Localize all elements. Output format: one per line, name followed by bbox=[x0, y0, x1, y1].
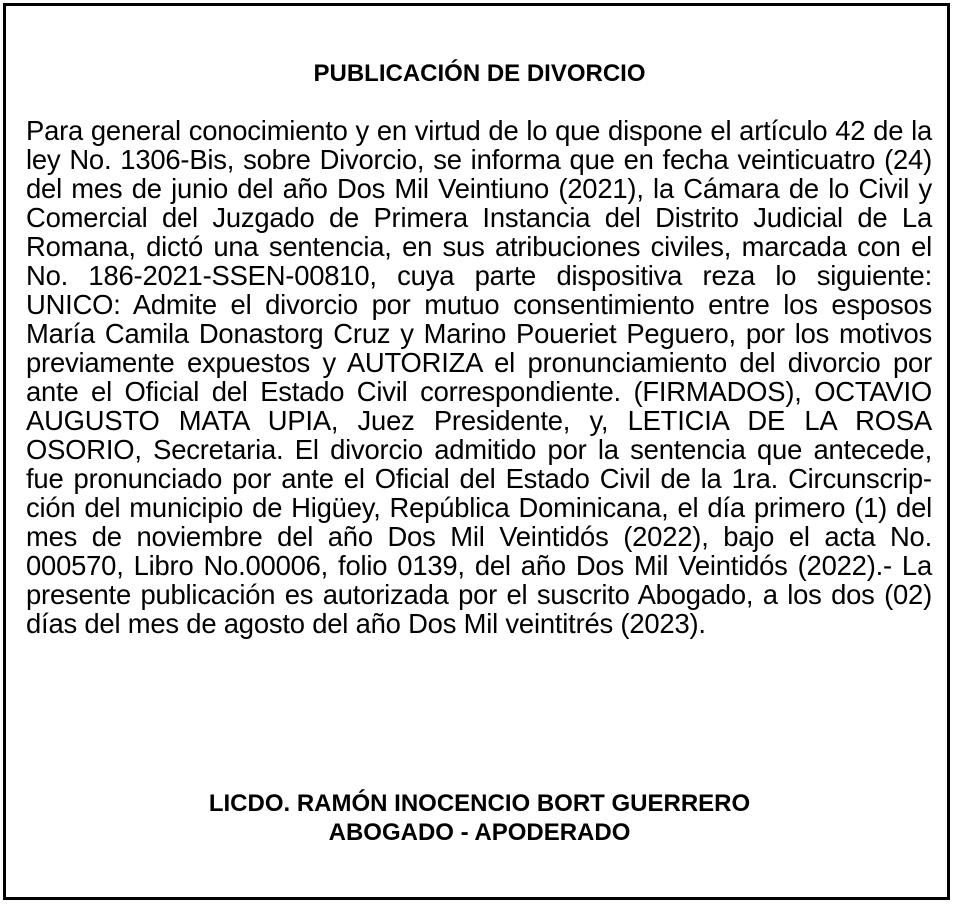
signatory-name: LICDO. RAMÓN INOCENCIO BORT GUERRERO bbox=[208, 790, 751, 817]
signatory-role: ABOGADO - APODERADO bbox=[328, 819, 631, 846]
notice-title: PUBLICACIÓN DE DIVORCIO bbox=[313, 60, 646, 87]
notice-body: Para general conocimiento y en virtud de lo que dispone el artículo 42 de la ley No. 1306-Bis, sobre Divorcio, se informa que en fecha veinticuatro (24) del mes de junio del año Dos Mil Veintiuno (2021), la Cámara de lo Civil y Comercial del Juzgado de Primera Instancia del Distrito Judicial de La Romana, dictó una sentencia, en sus atribuciones civiles, marcada con el No. 186-2021-SSEN-00810, cuya parte dispositiva reza lo siguiente: UNICO: Admite el divorcio por mutuo consentimiento entre los esposos María Camila Donastorg Cruz y Marino Poueriet Peguero, por los motivos previamente expuestos y AUTORIZA el pronunciamiento del divorcio por ante el Oficial del Estado Civil correspondiente. (FIRMADOS), OCTAVIO AUGUSTO MATA UPIA, Juez Presidente, y, LETICIA DE LA ROSA OSORIO, Secretaria. El divorcio admitido por la sentencia que antecede, fue pronunciado por ante el Oficial del Estado Civil de la 1ra. Circunscripción del municipio de Higüey, República Dominicana, el día primero (1) del mes de noviembre del año Dos Mil Veintidós (2022), bajo el acta No. 000570, Libro No.00006, folio 0139, del año Dos Mil Veintidós (2022).- La presente publicación es autorizada por el suscrito Abogado, a los dos (02) días del mes de agosto del año Dos Mil veintitrés (2023). bbox=[26, 115, 932, 639]
notice-frame bbox=[3, 3, 950, 900]
